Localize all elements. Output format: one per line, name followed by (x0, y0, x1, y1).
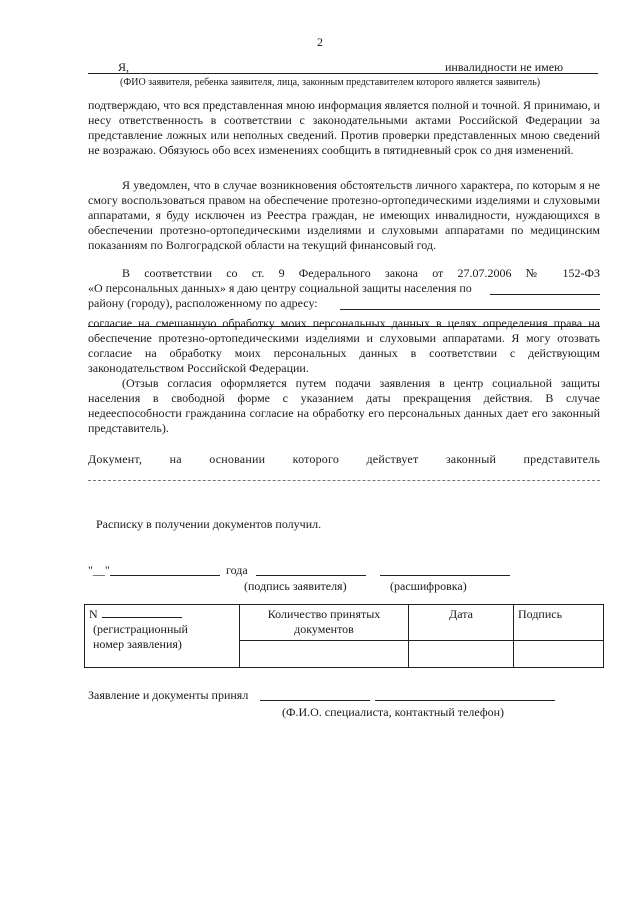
count-cell (240, 641, 409, 668)
confirmation-paragraph: подтверждаю, что вся представленная мною информация является полной и точной. Я принимаю, и несу ответственность в соответствии с законодательными актами Российской Федерации за представление ложных или неполных сведений. Против проверки представленных мною сведений не возражаю. Обязуюсь обо всех изменениях сообщить в пятидневный срок со дня изменений. (88, 98, 600, 157)
district-field-line (490, 294, 600, 295)
acceptance-name-line (260, 700, 370, 701)
reg-caption-2: номер заявления) (93, 637, 182, 651)
receipt-decoding-line (380, 575, 510, 576)
acceptance-label: Заявление и документы принял (88, 688, 249, 702)
reg-number-label: N (89, 607, 98, 621)
registration-table (84, 604, 604, 668)
address-field-line (340, 309, 600, 310)
receipt-date-line (110, 575, 220, 576)
reg-number-line (102, 617, 182, 618)
consent-line-2: «О персональных данных» я даю центру социальной защиты населения по (88, 281, 472, 295)
reg-number-cell (85, 605, 240, 668)
receipt-decoding-caption: (расшифровка) (390, 579, 467, 593)
consent-line-3: району (городу), расположенному по адресу: (88, 296, 318, 310)
receipt-text: Расписку в получении документов получил. (96, 517, 322, 531)
receipt-year-word: года (226, 563, 248, 577)
receipt-date-prefix: "__" (88, 563, 110, 577)
acceptance-caption: (Ф.И.О. специалиста, контактный телефон) (282, 705, 505, 719)
consent-withdrawal: (Отзыв согласия оформляется путем подачи заявления в центр социальной защиты населения в свободной форме с указанием даты прекращения действия. В случае недееспособности гражданина согласие на обработку его персональных данных дает его законный представитель). (88, 376, 600, 435)
receipt-signature-line (256, 575, 366, 576)
notification-paragraph: Я уведомлен, что в случае возникновения обстоятельств личного характера, по которым я не смогу воспользоваться правом на обеспечение протезно-ортопедическими изделиями и слуховыми аппаратами, я буду исключен из Реестра граждан, не имеющих инвалидности, нуждающихся в обеспечении протезно-ортопедическими изделиями и слуховыми аппаратами по медицинским показаниям по Волгоградской области на текущий финансовый год. (88, 178, 600, 252)
col-signature-header: Подпись (514, 605, 604, 641)
col-date-header: Дата (409, 605, 514, 641)
page-number: 2 (317, 35, 323, 49)
consent-line-1: В соответствии со ст. 9 Федерального закона от 27.07.2006 № 152-ФЗ (122, 266, 600, 280)
header-prefix: Я, (118, 60, 130, 74)
acceptance-phone-line (375, 700, 555, 701)
col-count-header: Количество принятых документов (240, 605, 409, 641)
header-disability-text: инвалидности не имею (445, 60, 564, 74)
reg-caption-1: (регистрационный (93, 622, 188, 636)
signature-cell (514, 641, 604, 668)
consent-continuation: согласие на смешанную обработку моих персональных данных в целях определения права на обеспечение протезно-ортопедическими изделиями и слуховыми аппаратами. Я могу отозвать согласие на обработку моих персональных данных в соответствии с действующим законодательством Российской Федерации. (88, 316, 600, 375)
document-basis-text: Документ, на основании которого действует законный представитель (88, 452, 600, 466)
receipt-signature-caption: (подпись заявителя) (244, 579, 347, 593)
document-basis-line (88, 480, 600, 481)
header-caption: (ФИО заявителя, ребенка заявителя, лица, законным представителем которого является заявитель) (120, 77, 541, 88)
date-cell (409, 641, 514, 668)
